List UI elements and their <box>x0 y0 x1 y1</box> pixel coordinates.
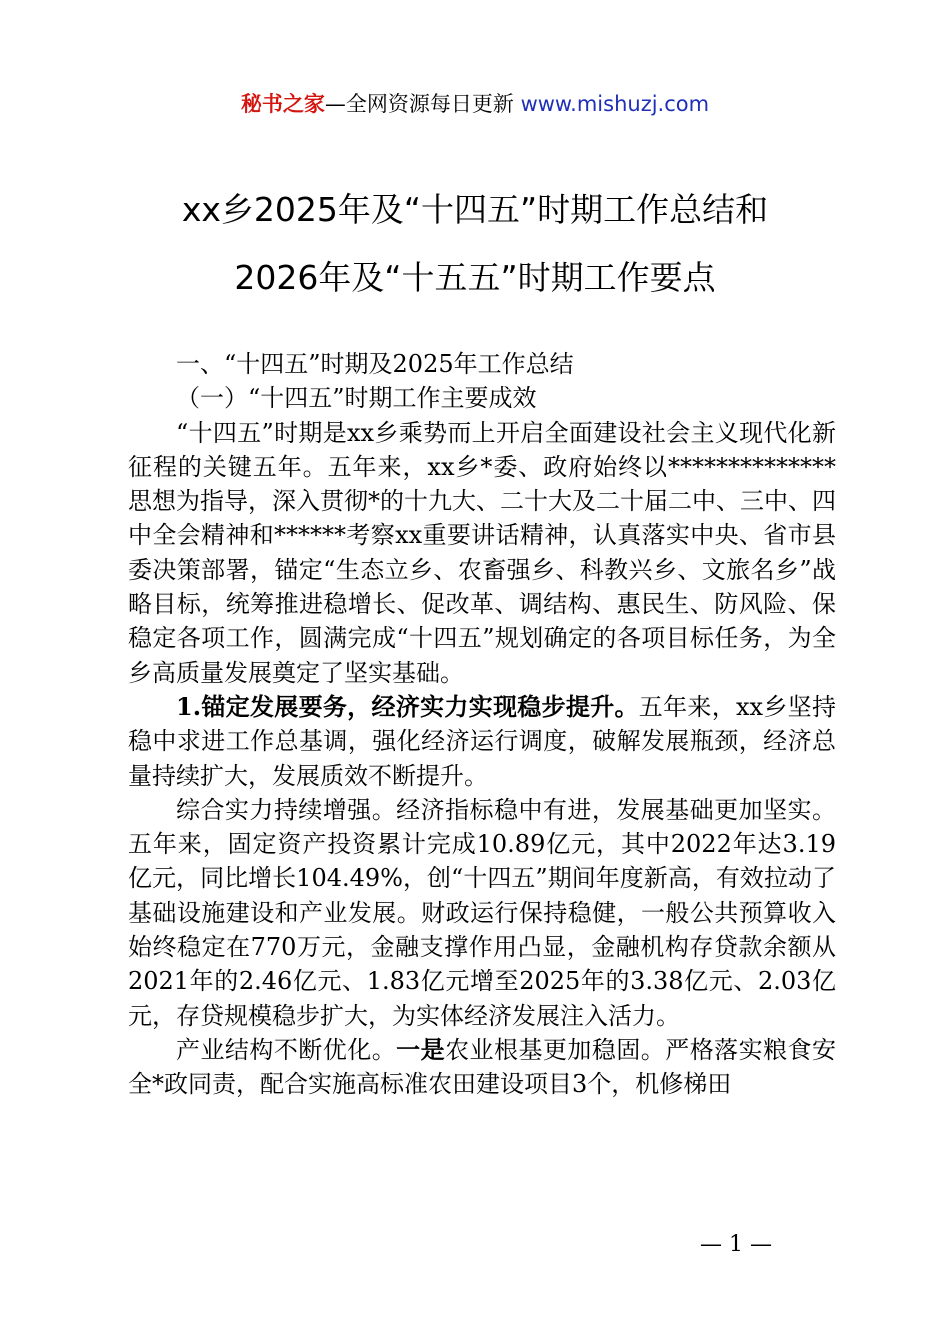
paragraph-ordinal-bold: 一是 <box>396 1034 446 1064</box>
paragraph-lead-bold: 1.锚定发展要务，经济实力实现稳步提升。 <box>176 691 639 721</box>
paragraph-lead: 产业结构不断优化。 <box>176 1035 397 1064</box>
paragraph-text: 农业根基更加稳固。严格落实粮食安全*政同责，配合实施高标准农田建设项目3个，机修梯田 <box>128 1035 837 1099</box>
document-body <box>128 347 836 1102</box>
site-url-link[interactable]: www.mishuzj.com <box>520 92 710 116</box>
document-title-line-1: xx乡2025年及“十四五”时期工作总结和 <box>181 190 769 229</box>
document-title-line-2: 2026年及“十五五”时期工作要点 <box>234 258 716 297</box>
site-brand: 秘书之家 <box>240 92 325 116</box>
section-heading-1: 一、“十四五”时期及2025年工作总结 <box>176 350 574 378</box>
site-header <box>0 88 950 120</box>
paragraph-economic-strength <box>128 690 836 793</box>
paragraph-industrial-structure <box>128 1033 836 1102</box>
section-heading-2: （一）“十四五”时期工作主要成效 <box>176 384 537 413</box>
site-tagline: —全网资源每日更新 <box>324 92 521 116</box>
paragraph-text: 五年来，xx乡坚持稳中求进工作总基调，强化经济运行调度，破解发展瓶颈，经济总量持续扩大，发展质效不断提升。 <box>128 692 836 790</box>
paragraph-comprehensive-strength: 综合实力持续增强。经济指标稳中有进，发展基础更加坚实。五年来，固定资产投资累计完成10.89亿元，其中2022年达3.19亿元，同比增长104.49%，创“十四五”期间年度新高，有效拉动了基础设施建设和产业发展。财政运行保持稳健，一般公共预算收入始终稳定在770万元，金融支撑作用凸显，金融机构存贷款余额从2021年的2.46亿元、1.83亿元增至2025年的3.38亿元、2.03亿元，存贷规模稳步扩大，为实体经济发展注入活力。 <box>128 795 836 1030</box>
paragraph-overview: “十四五”时期是xx乡乘势而上开启全面建设社会主义现代化新征程的关键五年。五年来，xx乡*委、政府始终以**************思想为指导，深入贯彻*的十九大、二十大及二十届二中、三中、四中全会精神和******考察xx重要讲话精神，认真落实中央、省市县委决策部署，锚定“生态立乡、农畜强乡、科教兴乡、文旅名乡”战略目标，统筹推进稳增长、促改革、调结构、惠民生、防风险、保稳定各项工作，圆满完成“十四五”规划确定的各项目标任务，为全乡高质量发展奠定了坚实基础。 <box>128 418 836 687</box>
page-number: — 1 — <box>700 1232 772 1257</box>
